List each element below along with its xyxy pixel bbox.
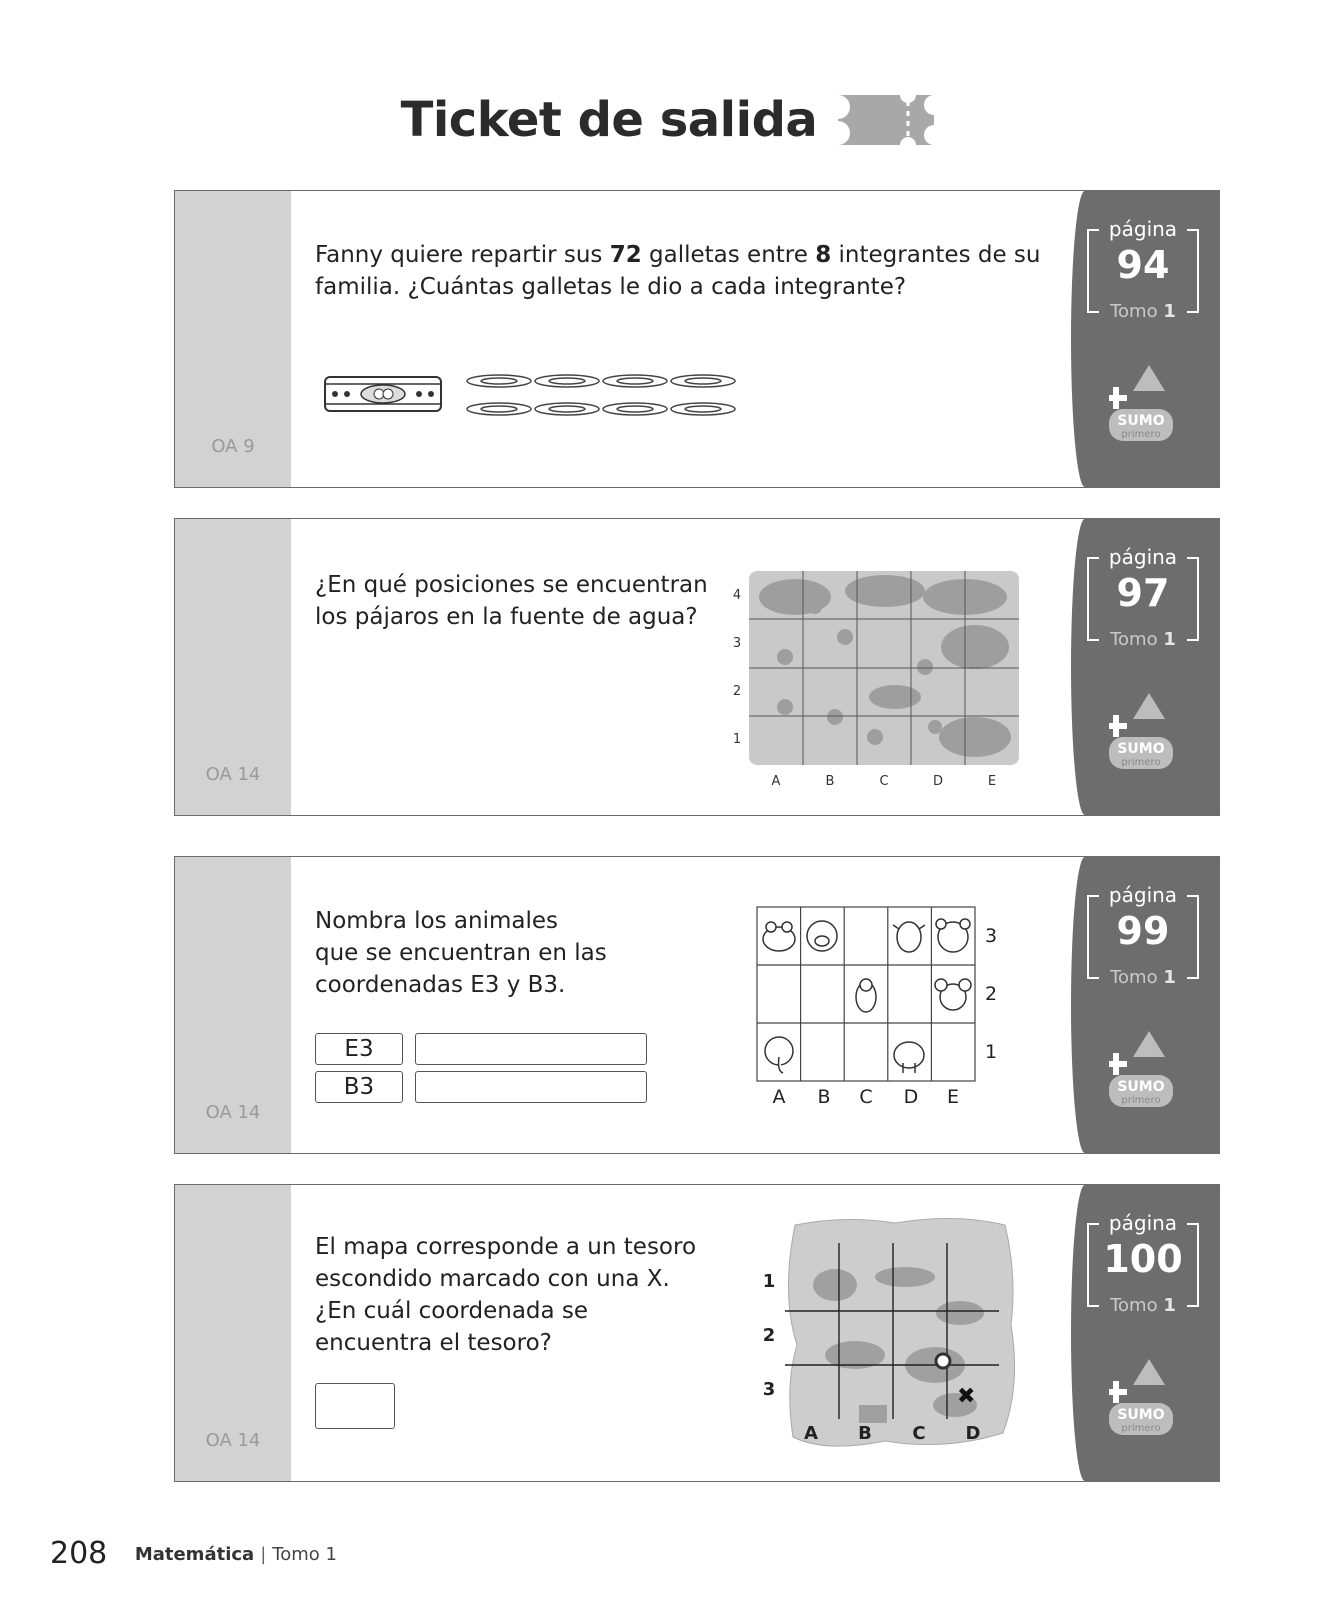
- grid-row-label: 3: [984, 925, 998, 947]
- treasure-x-mark: ✖: [957, 1384, 976, 1409]
- exit-ticket-card-3: [174, 856, 1220, 1154]
- sumo-primero-logo-icon: [1109, 1027, 1179, 1111]
- card-right-panel: [1071, 857, 1219, 1153]
- page-title: Ticket de salida: [400, 92, 818, 148]
- bear-icon: [936, 919, 970, 952]
- plates-icon: [467, 375, 735, 415]
- grid-row-label: 1: [762, 1271, 776, 1292]
- penguin-icon: [856, 979, 876, 1012]
- page-title-block: [0, 92, 1339, 148]
- question-text-line-3: ¿En cuál coordenada se: [315, 1298, 589, 1324]
- grid-col-label: E: [946, 1086, 960, 1108]
- svg-text:primero: primero: [1121, 429, 1161, 440]
- tomo-text: Tomo: [1110, 629, 1158, 650]
- sumo-primero-logo-icon: [1109, 689, 1179, 773]
- footer-separator: |: [260, 1544, 267, 1565]
- question-text: [315, 1231, 696, 1359]
- cow-icon: [893, 922, 925, 952]
- grid-col-label: C: [879, 774, 889, 789]
- svg-text:primero: primero: [1121, 1423, 1161, 1434]
- mouse-icon: [935, 979, 971, 1010]
- grid-col-label: B: [858, 1423, 872, 1444]
- sumo-primero-logo-icon: [1109, 361, 1179, 445]
- question-text-part: galletas entre: [641, 242, 816, 268]
- pig-icon: [807, 921, 837, 951]
- page-number: 100: [1103, 1237, 1183, 1281]
- answer-input-treasure[interactable]: [315, 1383, 395, 1429]
- card-right-panel: [1071, 191, 1219, 487]
- tomo-label: [1087, 301, 1199, 322]
- grid-row-label: 4: [732, 588, 742, 603]
- grid-col-label: A: [804, 1423, 818, 1444]
- tomo-number: 1: [1163, 301, 1176, 322]
- page-label: página: [1108, 217, 1178, 241]
- exit-ticket-card-4: [174, 1184, 1220, 1482]
- page-footer: [50, 1536, 337, 1571]
- grid-row-label: 1: [732, 732, 742, 747]
- park-grid-illustration: [725, 567, 1025, 791]
- question-text-line-1: Nombra los animales: [315, 908, 558, 934]
- question-text-line-2: familia. ¿Cuántas galletas le dio a cada integrante?: [315, 274, 907, 300]
- cookie-pack-and-plates-illustration: [323, 369, 743, 419]
- page-label: página: [1108, 883, 1178, 907]
- question-text-line-2: los pájaros en la fuente de agua?: [315, 604, 698, 630]
- oa-label: OA 14: [205, 764, 261, 785]
- svg-text:primero: primero: [1121, 757, 1161, 768]
- page-number: 99: [1116, 909, 1170, 953]
- answer-input-b3[interactable]: [415, 1071, 647, 1103]
- question-text: [315, 239, 1041, 303]
- grid-col-label: C: [912, 1423, 926, 1444]
- footer-volume: Tomo 1: [272, 1544, 337, 1565]
- elephant-icon: [765, 1037, 793, 1073]
- tomo-label: [1087, 967, 1199, 988]
- ticket-icon: [834, 95, 938, 145]
- svg-text:primero: primero: [1121, 1095, 1161, 1106]
- page-label: página: [1108, 545, 1178, 569]
- question-text-line-4: encuentra el tesoro?: [315, 1330, 552, 1356]
- walrus-icon: [894, 1042, 924, 1073]
- frog-icon: [763, 922, 795, 951]
- card-right-panel: [1071, 519, 1219, 815]
- question-text-line-1: El mapa corresponde a un tesoro: [315, 1234, 697, 1260]
- sumo-primero-logo-icon: [1109, 1355, 1179, 1439]
- tomo-label: [1087, 629, 1199, 650]
- grid-col-label: B: [817, 1086, 831, 1108]
- answer-input-e3[interactable]: [415, 1033, 647, 1065]
- question-text-line-1: ¿En qué posiciones se encuentran: [315, 572, 708, 598]
- answer-label-b3: B3: [315, 1071, 403, 1103]
- footer-book-info: [135, 1544, 337, 1565]
- grid-row-label: 3: [732, 636, 742, 651]
- grid-col-label: D: [903, 1086, 919, 1108]
- page-reference: [1087, 1211, 1199, 1316]
- grid-row-label: 3: [762, 1379, 776, 1400]
- oa-label: OA 14: [205, 1102, 261, 1123]
- members-number: 8: [815, 242, 832, 268]
- grid-col-label: D: [932, 774, 944, 789]
- question-text-line-2: escondido marcado con una X.: [315, 1266, 670, 1292]
- grid-col-label: A: [772, 1086, 786, 1108]
- page-reference: [1087, 217, 1199, 322]
- grid-row-label: 2: [984, 983, 998, 1005]
- tomo-text: Tomo: [1110, 967, 1158, 988]
- cookie-pack-icon: [325, 377, 441, 411]
- question-text: [315, 905, 607, 1001]
- svg-text:SUMO: SUMO: [1117, 1079, 1165, 1095]
- question-text-line-2: que se encuentran en las: [315, 940, 607, 966]
- cookies-number: 72: [609, 242, 642, 268]
- grid-col-label: D: [965, 1423, 981, 1444]
- tomo-number: 1: [1163, 967, 1176, 988]
- svg-text:SUMO: SUMO: [1117, 413, 1165, 429]
- page-reference: [1087, 545, 1199, 650]
- exit-ticket-card-1: [174, 190, 1220, 488]
- oa-label: OA 14: [205, 1430, 261, 1451]
- tomo-text: Tomo: [1110, 301, 1158, 322]
- page-label: página: [1108, 1211, 1178, 1235]
- animal-grid-illustration: [755, 905, 1015, 1119]
- treasure-map-illustration: [755, 1205, 1055, 1465]
- question-text-part: integrantes de su: [831, 242, 1041, 268]
- tomo-text: Tomo: [1110, 1295, 1158, 1316]
- oa-label: OA 9: [211, 436, 255, 457]
- grid-row-label: 2: [762, 1325, 776, 1346]
- grid-row-label: 1: [984, 1041, 998, 1063]
- footer-page-number: 208: [50, 1536, 108, 1571]
- svg-text:SUMO: SUMO: [1117, 1407, 1165, 1423]
- grid-col-label: C: [859, 1086, 873, 1108]
- tomo-number: 1: [1163, 629, 1176, 650]
- tomo-label: [1087, 1295, 1199, 1316]
- grid-col-label: A: [771, 774, 781, 789]
- page-reference: [1087, 883, 1199, 988]
- grid-col-label: B: [825, 774, 835, 789]
- tomo-number: 1: [1163, 1295, 1176, 1316]
- exit-ticket-card-2: [174, 518, 1220, 816]
- grid-col-label: E: [987, 774, 997, 789]
- svg-text:SUMO: SUMO: [1117, 741, 1165, 757]
- answer-label-e3: E3: [315, 1033, 403, 1065]
- page-number: 94: [1116, 243, 1170, 287]
- question-text: [315, 569, 708, 633]
- card-right-panel: [1071, 1185, 1219, 1481]
- question-text-part: Fanny quiere repartir sus: [315, 242, 610, 268]
- grid-row-label: 2: [732, 684, 742, 699]
- question-text-line-3: coordenadas E3 y B3.: [315, 972, 566, 998]
- footer-subject: Matemática: [134, 1544, 255, 1565]
- page-number: 97: [1116, 571, 1170, 615]
